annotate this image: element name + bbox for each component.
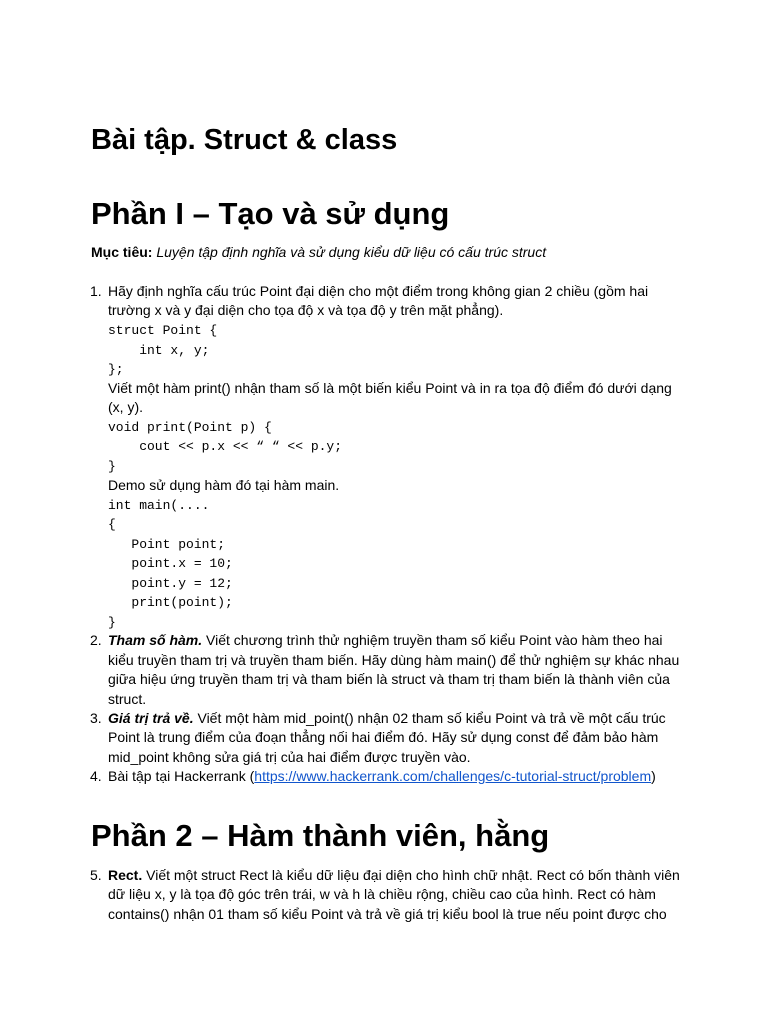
code-line: Point point;: [108, 537, 226, 552]
code-line: int x, y;: [108, 343, 210, 358]
item5-text: Viết một struct Rect là kiểu dữ liệu đại diện cho hình chữ nhật. Rect có bốn thành viên: [142, 867, 680, 883]
item3-text-line: mid_point không sửa giá trị của hai điểm được truyền vào.: [108, 749, 471, 765]
item4-text-line: [108, 767, 656, 787]
item1-text-line: Demo sử dụng hàm đó tại hàm main.: [108, 477, 340, 493]
item2-text-line: struct.: [108, 691, 147, 707]
item2-text-line: [108, 631, 663, 651]
item5-text-line: dữ liệu x, y là tọa độ góc trên trái, w và h là chiều rộng, chiều cao của hình. Rect có hàm: [108, 886, 656, 902]
code-line: }: [108, 459, 116, 474]
item4-number: 4.: [90, 768, 102, 784]
objective: [91, 243, 546, 262]
item1-text-line: trường x và y đại diện cho tọa độ x và tọa độ y trên mặt phẳng).: [108, 302, 504, 318]
part1-heading: Phần I – Tạo và sử dụng: [91, 196, 450, 231]
item2-text-line: kiểu truyền tham trị và truyền tham biến. Hãy dùng hàm main() để thử nghiệm sự khác nhau: [108, 652, 680, 668]
code-line: cout << p.x << “ “ << p.y;: [108, 439, 343, 454]
item3-text-line: [108, 709, 666, 729]
item3-label: Giá trị trả về.: [108, 710, 194, 726]
item3-text-line: Point là trung điểm của đoạn thẳng nối hai điểm đó. Hãy sử dụng const để đảm bảo hàm: [108, 729, 659, 745]
objective-text: Luyện tập định nghĩa và sử dụng kiểu dữ liệu có cấu trúc struct: [156, 244, 547, 260]
code-line: print(point);: [108, 595, 233, 610]
item2-text-line: giữa hiệu ứng truyền tham trị và tham biến là struct và tham trị tham biến là thành viên của: [108, 671, 670, 687]
document-title: Bài tập. Struct & class: [91, 124, 398, 156]
code-line: int main(....: [108, 498, 210, 513]
item4-suffix: ): [651, 768, 656, 784]
code-line: }: [108, 615, 116, 630]
item1-number: 1.: [90, 283, 102, 299]
objective-label: Mục tiêu:: [91, 244, 153, 260]
code-line: point.y = 12;: [108, 576, 233, 591]
code-line: {: [108, 517, 116, 532]
code-line: point.x = 10;: [108, 556, 233, 571]
item1-text-line: (x, y).: [108, 399, 143, 415]
code-line: struct Point {: [108, 323, 218, 338]
item3-text: Viết một hàm mid_point() nhận 02 tham số kiểu Point và trả về một cấu trúc: [193, 710, 666, 726]
item1-text-line: Viết một hàm print() nhận tham số là một biến kiểu Point và in ra tọa độ điểm đó dưới dạng: [108, 380, 672, 396]
hackerrank-link[interactable]: https://www.hackerrank.com/challenges/c-tutorial-struct/problem: [254, 768, 652, 784]
item5-text-line: [108, 866, 680, 886]
item2-label: Tham số hàm.: [108, 632, 203, 648]
item2-text: Viết chương trình thử nghiệm truyền tham số kiểu Point vào hàm theo hai: [202, 632, 663, 648]
item3-number: 3.: [90, 710, 102, 726]
part2-heading: Phần 2 – Hàm thành viên, hằng: [91, 818, 550, 853]
item4-prefix: Bài tập tại Hackerrank (: [108, 768, 255, 784]
item5-number: 5.: [90, 867, 102, 883]
item1-text-line: Hãy định nghĩa cấu trúc Point đại diện cho một điểm trong không gian 2 chiều (gồm hai: [108, 283, 649, 299]
item2-number: 2.: [90, 632, 102, 648]
item5-label: Rect.: [108, 867, 143, 883]
item5-text-line: contains() nhận 01 tham số kiểu Point và trả về giá trị kiểu bool là true nếu point được cho: [108, 906, 667, 922]
code-line: void print(Point p) {: [108, 420, 272, 435]
code-line: };: [108, 362, 124, 377]
